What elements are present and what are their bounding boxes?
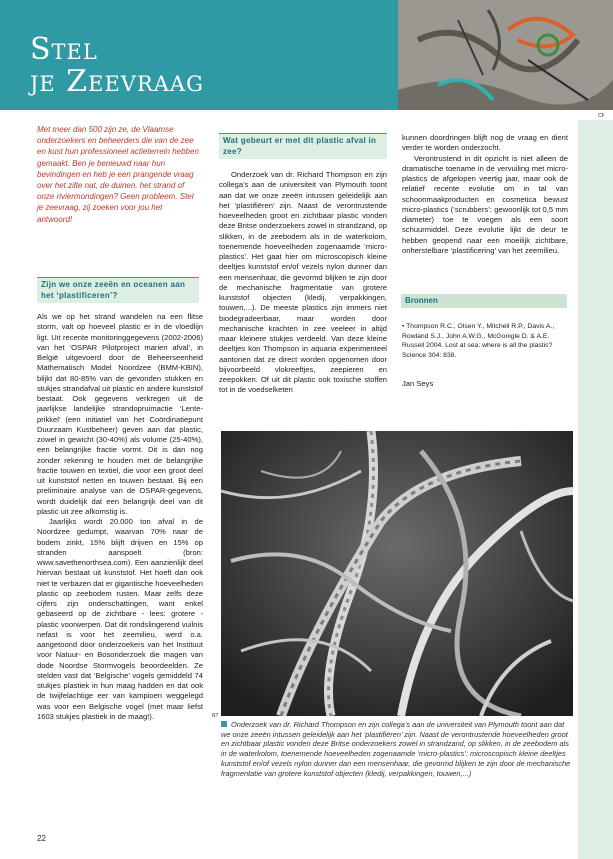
- page-number: 22: [37, 834, 46, 843]
- sources-text: • Thompson R.C., Olsen Y., Mitchell R.P., Davis A., Rowland S.J., John A.W.G., McGonigle D. & A.E. Russell 2004. Lost at sea: where is all the plastic? Science 304: 838.: [402, 323, 555, 359]
- section2-body: [219, 170, 387, 396]
- intro-text: Met meer dan 500 zijn ze, de Vlaamse onderzoekers en beheerders die van de zee en kust hun professioneel actieterrein hebben gemaakt. Ben je benieuwd naar hun bevindingen en heb je een prangende vraag over het zilte nat, de duinen, het strand of onze riviermondingen? Geen probleem. Stel je zeevraag, zij zoeken voor jou het antwoord!: [37, 125, 199, 224]
- side-strip: [578, 120, 613, 859]
- sources-heading: Bronnen: [401, 294, 567, 308]
- photo-credit: CF: [598, 113, 605, 119]
- section1-paragraph: Jaarlijks wordt 20.000 ton afval in de Noordzee gedumpt, waarvan 70% naar de bodem zinkt, 15% blijft drijven en 15% op stranden aanspoelt (bron: www.savethenorthsea.com). Een aanzienlijk deel hiervan bestaat uit kunststof. Het hoeft dan ook niet te verbazen dat er gigantische hoeveelheden plastic op zeebodem rusten. Maar zelfs deze cijfers zijn onderschattingen, want enkel gebaseerd op de zichtbare - lees: grotere - plastic voorwerpen. Dat dit rondslingerend vuilnis nefast is voor het zeemilieu, werd o.a. aangetoond door onderzoekers van het Instituut voor Natuur- en Bosonderzoek die magen van dode Noordse Stormvogels beoordeelden. Ze stelden vast dat ‘Belgische’ vogels gemiddeld 74 stukjes plastiek in hun maag hadden en dat ook de twijfelachtige eer van kampioen weggelegd was voor een Belgische vogel (met maar liefst 1603 stukjes plastiek in de maag!).: [37, 517, 203, 721]
- microplastic-sem-photo: [221, 431, 573, 716]
- beach-plastic-photo: [398, 0, 613, 110]
- section2-heading: Wat gebeurt er met dit plastic afval in zee?: [219, 133, 387, 159]
- sem-fibers-image: [221, 431, 573, 716]
- page-title: [30, 34, 204, 98]
- title-line-2: je Zeevraag: [30, 64, 204, 99]
- section3-paragraph: Verontrustend in dit opzicht is niet alleen de dramatische toename in de vervuiling met micro-plastics de afgelopen veertig jaar, maar ook de relatief recente evolutie om in tal van schoonmaakproducten en cosmetica bewust micro-plastics (‘scrubbers’: gewoonlijk tot 0,5 mm diameter) toe te voegen als een soort schuurmiddel. Deze evolutie lijkt de deur te hebben geopend naar een moeilijk zichtbare, onherstelbare ‘plastificering’ van het zeemilieu.: [402, 153, 568, 255]
- author: Jan Seys: [402, 379, 434, 388]
- caption-text: Onderzoek van dr. Richard Thompson en zijn collega’s aan de universiteit van Plymouth toont aan dat we onze zeeën intussen geleidelijk aan het ‘plastifiëren’ zijn. Naast de verontrustende hoeveelheden groot en zichtbaar plastic vonden deze Britse onderzoekers zowel in strandzand, op slikken, in de zeebodem als in de waterkolom, toenemende hoeveelheden zogenaamde ‘micro-plastics’: microscopisch kleine deeltjes kunststof en/of vezels nylon dunner dan een mensenhaar, die gevormd blijken te zijn door de mechanische fragmentatie van grotere kunststof objecten (kledij, verpakkingen, touwen,...): [221, 720, 571, 778]
- section2-paragraph: Onderzoek van dr. Richard Thompson en zijn collega’s aan de universiteit van Plymouth toont aan dat we onze zeeën intussen geleidelijk aan het ‘plastifiëren’ zijn. Naast de verontrustende hoeveelheden groot en zichtbaar plastic vonden deze Britse onderzoekers zowel in strandzand, op slikken, in de zeebodem als in de waterkolom, toenemende hoeveelheden zogenaamde ‘micro-plastics’. Het gaat hier om microscopisch kleine deeltjes kunststof en/of vezels nylon dunner dan een mensenhaar, die gevormd blijken te zijn door de mechanische fragmentatie van grotere kunststof objecten (kledij, verpakkingen, touwen,...). De meeste plastics zijn immers niet biodegradeerbaar, maar worden door mechanische krachten in zee veeleer in altijd maar kleinere stukjes verdeeld. Van deze kleine deeltjes kon Thompson in aquaria experimenteel aantonen dat ze direct worden opgenomen door bijvoorbeeld vlokreeftjes, zeepieren en zeepokken. Of uit dit plastic ook toxische stoffen tot in de voedselketen: [219, 170, 388, 395]
- header-photo: [398, 0, 613, 110]
- section3-body: [402, 133, 568, 256]
- figure-credit: RT: [212, 713, 219, 719]
- figure-caption: [221, 720, 573, 778]
- caption-marker-icon: [221, 721, 227, 727]
- section1-heading: Zijn we onze zeeën en oceanen aan het ‘plastificeren’?: [37, 277, 199, 303]
- title-line-1: Stel: [30, 32, 98, 67]
- header-band: [0, 0, 398, 110]
- section1-paragraph: Als we op het strand wandelen na een flitse storm, valt op hoeveel plastic er in de vloedlijn ligt. Uit recente monitoringgegevens (2002-2006) van het ‘OSPAR Pilotproject marien afval’, in België uitgevoerd door de Beheerseenheid Mathematisch Model Noordzee (BMM-KBIN), blijkt dat 80-85% van de gevonden stukken en stukjes strandafval uit plastic en andere kunststof bestaat. Ook gegevens verkregen uit de jaarlijkse landelijke strandopruimactie ‘Lente-prikkel’ (een initiatief van het Coördinatiepunt Duurzaam Kustbeheer) geven aan dat plastic, zowel in gewicht (30-40%) als volume (25-40%), een belangrijke fractie vormt. Dit is dan nog zonder rekening te houden met de belangrijke fractie touwen en textiel, die voor een groot deel uit kunststof netten en touwen bestaat. Bij een preliminaire analyse van de OSPAR-gegevens, wordt duidelijk dat een belangrijk deel van dit plastic uit zee afkomstig is.: [37, 312, 203, 516]
- section1-body: [37, 312, 203, 722]
- section3-paragraph: kunnen doordringen blijft nog de vraag en dient verder te worden onderzocht.: [402, 133, 568, 153]
